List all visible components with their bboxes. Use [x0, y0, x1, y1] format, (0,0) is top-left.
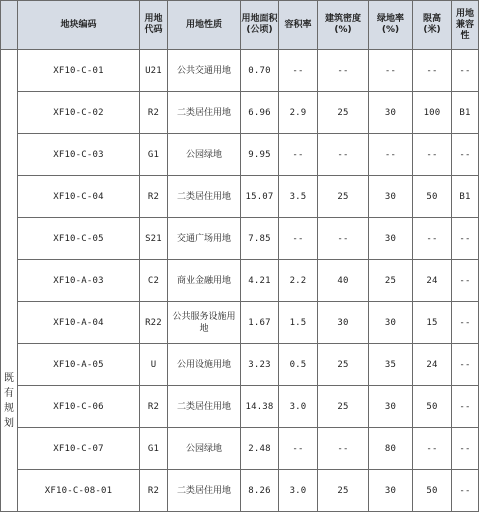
plot-code-cell: XF10-C-05 [18, 218, 140, 260]
plot-code-cell: XF10-A-05 [18, 344, 140, 386]
height-limit-cell: 50 [413, 470, 452, 512]
table-row [1, 470, 479, 512]
green-ratio-cell: 30 [369, 92, 413, 134]
green-ratio-cell: -- [369, 134, 413, 176]
far-cell: 3.0 [279, 470, 318, 512]
far-cell: 3.0 [279, 386, 318, 428]
far-cell: 1.5 [279, 302, 318, 344]
compatibility-cell: -- [452, 260, 479, 302]
land-area-cell: 8.26 [241, 470, 279, 512]
green-ratio-cell: 80 [369, 428, 413, 470]
green-ratio-cell: 30 [369, 386, 413, 428]
plot-code-cell: XF10-A-04 [18, 302, 140, 344]
table-row [1, 50, 479, 92]
plot-code-cell: XF10-C-02 [18, 92, 140, 134]
land-area-cell: 1.67 [241, 302, 279, 344]
plot-code-cell: XF10-C-08-01 [18, 470, 140, 512]
header-green-ratio: 绿地率(%) [369, 1, 413, 50]
plot-code-cell: XF10-C-07 [18, 428, 140, 470]
building-density-cell: 25 [318, 344, 369, 386]
green-ratio-cell: 30 [369, 470, 413, 512]
land-nature-cell: 公园绿地 [168, 428, 241, 470]
land-code-cell: R2 [140, 470, 168, 512]
land-area-cell: 15.07 [241, 176, 279, 218]
compatibility-cell: B1 [452, 92, 479, 134]
land-code-cell: U [140, 344, 168, 386]
land-code-cell: G1 [140, 134, 168, 176]
table-row [1, 428, 479, 470]
compatibility-cell: -- [452, 302, 479, 344]
land-area-cell: 4.21 [241, 260, 279, 302]
land-area-cell: 2.48 [241, 428, 279, 470]
far-cell: 3.5 [279, 176, 318, 218]
green-ratio-cell: 30 [369, 218, 413, 260]
compatibility-cell: -- [452, 470, 479, 512]
land-nature-cell: 二类居住用地 [168, 176, 241, 218]
table-row [1, 302, 479, 344]
height-limit-cell: -- [413, 428, 452, 470]
table-row [1, 344, 479, 386]
header-land-area: 用地面积(公顷) [241, 1, 279, 50]
header-building-density: 建筑密度(%) [318, 1, 369, 50]
land-area-cell: 0.70 [241, 50, 279, 92]
land-code-cell: U21 [140, 50, 168, 92]
header-side-blank [1, 1, 18, 50]
header-row [1, 1, 479, 50]
height-limit-cell: -- [413, 218, 452, 260]
compatibility-cell: -- [452, 218, 479, 260]
far-cell: -- [279, 134, 318, 176]
height-limit-cell: 50 [413, 176, 452, 218]
table-row [1, 218, 479, 260]
building-density-cell: 25 [318, 470, 369, 512]
building-density-cell: 25 [318, 176, 369, 218]
land-nature-cell: 二类居住用地 [168, 470, 241, 512]
green-ratio-cell: 30 [369, 302, 413, 344]
height-limit-cell: 24 [413, 260, 452, 302]
header-land-code: 用地代码 [140, 1, 168, 50]
compatibility-cell: -- [452, 386, 479, 428]
plot-code-cell: XF10-C-03 [18, 134, 140, 176]
green-ratio-cell: 25 [369, 260, 413, 302]
header-land-nature: 用地性质 [168, 1, 241, 50]
plot-code-cell: XF10-A-03 [18, 260, 140, 302]
building-density-cell: 30 [318, 302, 369, 344]
land-code-cell: S21 [140, 218, 168, 260]
side-label-text: 既有规划 [4, 373, 14, 429]
building-density-cell: 40 [318, 260, 369, 302]
plot-code-cell: XF10-C-06 [18, 386, 140, 428]
table-body [1, 50, 479, 512]
height-limit-cell: 50 [413, 386, 452, 428]
table-row [1, 92, 479, 134]
land-nature-cell: 二类居住用地 [168, 92, 241, 134]
building-density-cell: -- [318, 428, 369, 470]
land-code-cell: R2 [140, 386, 168, 428]
header-plot-code: 地块编码 [18, 1, 140, 50]
far-cell: 2.2 [279, 260, 318, 302]
land-area-cell: 3.23 [241, 344, 279, 386]
land-nature-cell: 公园绿地 [168, 134, 241, 176]
land-area-cell: 7.85 [241, 218, 279, 260]
green-ratio-cell: -- [369, 50, 413, 92]
land-nature-cell: 二类居住用地 [168, 386, 241, 428]
building-density-cell: -- [318, 134, 369, 176]
compatibility-cell: -- [452, 428, 479, 470]
plot-code-cell: XF10-C-04 [18, 176, 140, 218]
land-area-cell: 9.95 [241, 134, 279, 176]
far-cell: -- [279, 428, 318, 470]
land-nature-cell: 公用设施用地 [168, 344, 241, 386]
table-row [1, 176, 479, 218]
plot-code-cell: XF10-C-01 [18, 50, 140, 92]
land-area-cell: 6.96 [241, 92, 279, 134]
green-ratio-cell: 30 [369, 176, 413, 218]
compatibility-cell: -- [452, 344, 479, 386]
land-code-cell: G1 [140, 428, 168, 470]
far-cell: 2.9 [279, 92, 318, 134]
compatibility-cell: B1 [452, 176, 479, 218]
far-cell: 0.5 [279, 344, 318, 386]
building-density-cell: -- [318, 218, 369, 260]
land-nature-cell: 公共交通用地 [168, 50, 241, 92]
height-limit-cell: 100 [413, 92, 452, 134]
land-nature-cell: 交通广场用地 [168, 218, 241, 260]
land-nature-cell: 商业金融用地 [168, 260, 241, 302]
header-height-limit: 限高(米) [413, 1, 452, 50]
land-code-cell: R2 [140, 176, 168, 218]
height-limit-cell: -- [413, 50, 452, 92]
compatibility-cell: -- [452, 50, 479, 92]
far-cell: -- [279, 218, 318, 260]
land-code-cell: R22 [140, 302, 168, 344]
green-ratio-cell: 35 [369, 344, 413, 386]
compatibility-cell: -- [452, 134, 479, 176]
header-far: 容积率 [279, 1, 318, 50]
building-density-cell: 25 [318, 92, 369, 134]
land-code-cell: R2 [140, 92, 168, 134]
building-density-cell: 25 [318, 386, 369, 428]
existing-plan-side-label [1, 50, 18, 512]
far-cell: -- [279, 50, 318, 92]
building-density-cell: -- [318, 50, 369, 92]
table-row [1, 386, 479, 428]
height-limit-cell: 24 [413, 344, 452, 386]
height-limit-cell: -- [413, 134, 452, 176]
land-area-cell: 14.38 [241, 386, 279, 428]
table-row [1, 134, 479, 176]
table-row [1, 260, 479, 302]
land-code-cell: C2 [140, 260, 168, 302]
land-nature-cell: 公共服务设施用地 [168, 302, 241, 344]
header-compatibility: 用地兼容性 [452, 1, 479, 50]
height-limit-cell: 15 [413, 302, 452, 344]
